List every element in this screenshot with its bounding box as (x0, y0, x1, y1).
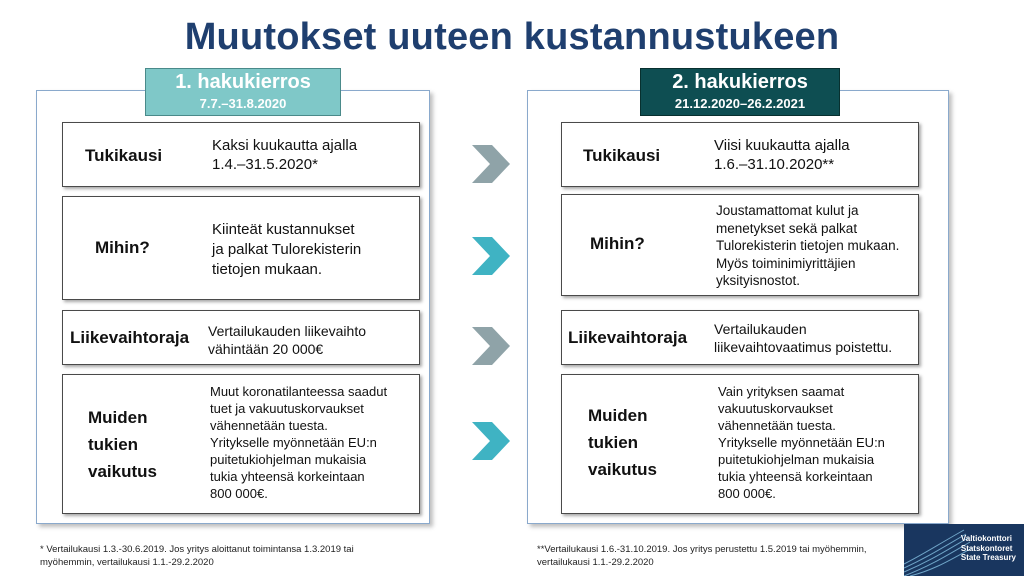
chevron-right-icon (472, 145, 510, 183)
round-1-mihin-text: Kiinteät kustannukset ja palkat Tulorekisterin tietojen mukaan. (212, 221, 362, 278)
round-2-muiden-label: Muiden tukien vaikutus (588, 406, 657, 479)
round-2-mihin-text: Joustamattomat kulut ja menetykset sekä palkat Tulorekisterin tietojen mukaan. Myös toiminimiyrittäjien yksityisnostot. (716, 203, 900, 288)
page-title: Muutokset uuteen kustannustukeen (184, 16, 840, 58)
round-2-dates: 21.12.2020–26.2.2021 (674, 96, 806, 111)
chevron-right-icon (472, 422, 510, 460)
round-2-tukikausi-label: Tukikausi (583, 146, 661, 165)
round-1-dates: 7.7.–31.8.2020 (199, 96, 287, 111)
round-2-liikevaihto-text: Vertailukauden liikevaihtovaatimus poistettu. (714, 321, 893, 355)
round-2-muiden-text: Vain yrityksen saamat vakuutuskorvaukset vähennetään tuesta. Yritykselle myönnetään EU:n puitetukiohjelman mukaisia tukia yhteensä korkeintaan 800 000€. (718, 384, 885, 501)
round-1-muiden-label: Muiden tukien vaikutus (88, 408, 157, 481)
round-1-mihin-label: Mihin? (95, 238, 150, 257)
round-2-mihin-label: Mihin? (590, 234, 645, 253)
round-2-footnote: **Vertailukausi 1.6.-31.10.2019. Jos yritys perustettu 1.5.2019 tai myöhemmin, vertailukausi 1.1.-29.2.2020 (537, 544, 867, 568)
round-2-liikevaihto-label: Liikevaihtoraja (568, 328, 688, 347)
round-1-tab (145, 68, 341, 116)
round-1-tukikausi-text: Kaksi kuukautta ajalla 1.4.–31.5.2020* (212, 137, 358, 173)
round-1-liikevaihto-text: Vertailukauden liikevaihto vähintään 20 000€ (208, 323, 366, 357)
round-1-heading: 1. hakukierros (175, 71, 311, 93)
chevron-right-icon (472, 327, 510, 365)
round-2-heading: 2. hakukierros (672, 71, 808, 93)
round-1-liikevaihto-label: Liikevaihtoraja (70, 328, 190, 347)
state-treasury-logo (904, 524, 1024, 576)
round-1-muiden-text: Muut koronatilanteessa saadut tuet ja vakuutuskorvaukset vähennetään tuesta. Yritykselle myönnetään EU:n puitetukiohjelman mukaisia tukia yhteensä korkeintaan 800 000€. (210, 384, 388, 501)
chevron-right-icon (472, 237, 510, 275)
logo-text: Valtiokonttori Statskontoret State Treasury (960, 534, 1016, 562)
round-1-footnote: * Vertailukausi 1.3.-30.6.2019. Jos yritys aloittanut toimintansa 1.3.2019 tai myöhemmin, vertailukausi 1.1.-29.2.2020 (40, 544, 354, 568)
round-2-tukikausi-text: Viisi kuukautta ajalla 1.6.–31.10.2020** (714, 137, 850, 173)
round-2-tab (640, 68, 840, 116)
round-1-tukikausi-label: Tukikausi (85, 146, 163, 165)
